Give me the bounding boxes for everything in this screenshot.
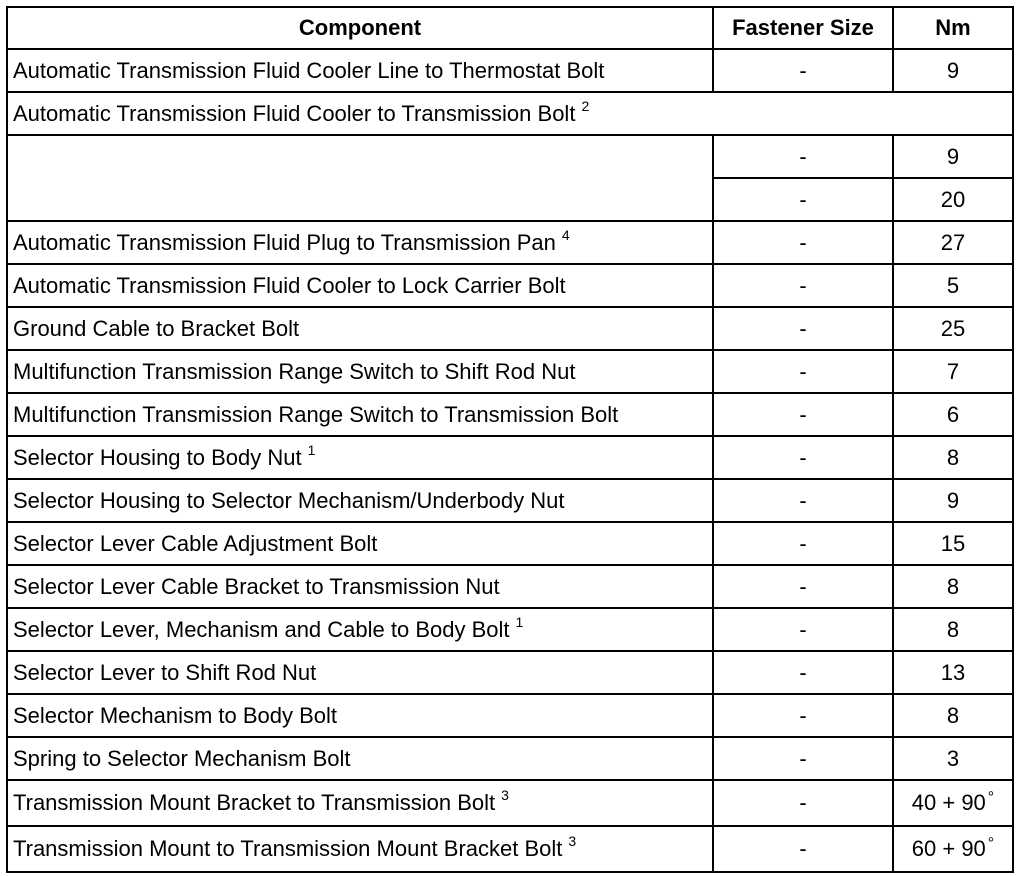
nm-cell: 8	[893, 608, 1013, 651]
fastener-size-cell: -	[713, 178, 893, 221]
torque-spec-table	[6, 6, 1014, 873]
fastener-size-cell: -	[713, 393, 893, 436]
footnote-marker: 3	[501, 787, 509, 803]
component-cell	[7, 565, 713, 608]
table-row	[7, 565, 1013, 608]
component-text: Automatic Transmission Fluid Cooler Line to Thermostat Bolt	[13, 57, 605, 83]
component-cell	[7, 651, 713, 694]
table-row	[7, 479, 1013, 522]
component-text: Transmission Mount Bracket to Transmission Bolt	[13, 790, 496, 815]
component-cell	[7, 307, 713, 350]
nm-cell: 3	[893, 737, 1013, 780]
nm-cell: 9	[893, 135, 1013, 178]
component-cell	[7, 436, 713, 479]
component-text: Selector Housing to Body Nut	[13, 444, 302, 470]
table-row	[7, 264, 1013, 307]
footnote-marker: 1	[307, 441, 316, 458]
header-row	[7, 7, 1013, 49]
component-text: Selector Housing to Selector Mechanism/Underbody Nut	[13, 487, 565, 513]
nm-cell: 9	[893, 479, 1013, 522]
component-text: Spring to Selector Mechanism Bolt	[13, 745, 351, 771]
header-nm: Nm	[893, 7, 1013, 49]
component-text: Selector Mechanism to Body Bolt	[13, 702, 338, 728]
table-row	[7, 221, 1013, 264]
component-cell	[7, 393, 713, 436]
table-row	[7, 826, 1013, 872]
component-cell	[7, 221, 713, 264]
fastener-size-cell: -	[713, 565, 893, 608]
component-cell	[7, 780, 713, 826]
footnote-marker: 3	[568, 833, 577, 849]
component-text: Automatic Transmission Fluid Cooler to Transmission Bolt	[13, 100, 576, 126]
fastener-size-cell: -	[713, 221, 893, 264]
table-row	[7, 436, 1013, 479]
header-component: Component	[7, 7, 713, 49]
fastener-size-cell: -	[713, 522, 893, 565]
nm-cell: 8	[893, 436, 1013, 479]
nm-cell: 6	[893, 393, 1013, 436]
table-row	[7, 307, 1013, 350]
component-text: Transmission Mount to Transmission Mount Bracket Bolt	[13, 836, 563, 861]
component-cell	[7, 694, 713, 737]
nm-cell	[893, 780, 1013, 826]
footnote-marker: 4	[561, 226, 570, 243]
nm-value: 40 + 90	[911, 790, 986, 815]
fastener-size-cell: -	[713, 780, 893, 826]
fastener-size-cell: -	[713, 826, 893, 872]
component-cell	[7, 92, 1013, 135]
fastener-size-cell: -	[713, 436, 893, 479]
component-text: Ground Cable to Bracket Bolt	[13, 315, 300, 341]
fastener-size-cell: -	[713, 608, 893, 651]
component-cell	[7, 522, 713, 565]
component-cell	[7, 135, 713, 221]
table-row	[7, 522, 1013, 565]
fastener-size-cell: -	[713, 264, 893, 307]
fastener-size-cell: -	[713, 135, 893, 178]
degree-symbol: °	[987, 789, 995, 806]
nm-cell: 9	[893, 49, 1013, 92]
footnote-marker: 2	[581, 97, 590, 114]
nm-cell	[893, 826, 1013, 872]
table-row	[7, 92, 1013, 135]
fastener-size-cell: -	[713, 479, 893, 522]
nm-cell: 7	[893, 350, 1013, 393]
nm-cell: 13	[893, 651, 1013, 694]
fastener-size-cell: -	[713, 694, 893, 737]
component-text: Multifunction Transmission Range Switch to Shift Rod Nut	[13, 358, 576, 384]
table-row	[7, 350, 1013, 393]
footnote-marker: 1	[515, 613, 524, 630]
component-cell	[7, 737, 713, 780]
degree-symbol: °	[987, 835, 995, 852]
component-text: Selector Lever Cable Adjustment Bolt	[13, 530, 378, 556]
table-row	[7, 737, 1013, 780]
component-cell	[7, 608, 713, 651]
fastener-size-cell: -	[713, 350, 893, 393]
nm-cell: 15	[893, 522, 1013, 565]
component-cell	[7, 479, 713, 522]
table-row	[7, 49, 1013, 92]
table-row	[7, 651, 1013, 694]
table-row	[7, 608, 1013, 651]
component-cell	[7, 49, 713, 92]
nm-cell: 8	[893, 694, 1013, 737]
nm-cell: 8	[893, 565, 1013, 608]
component-cell	[7, 350, 713, 393]
component-text: Selector Lever to Shift Rod Nut	[13, 659, 317, 685]
nm-cell: 25	[893, 307, 1013, 350]
fastener-size-cell: -	[713, 307, 893, 350]
nm-cell: 5	[893, 264, 1013, 307]
component-cell	[7, 826, 713, 872]
table-row	[7, 694, 1013, 737]
component-cell	[7, 264, 713, 307]
component-text: Automatic Transmission Fluid Plug to Transmission Pan	[13, 229, 556, 255]
nm-cell: 27	[893, 221, 1013, 264]
component-text: Selector Lever, Mechanism and Cable to Body Bolt	[13, 616, 510, 642]
component-text: Selector Lever Cable Bracket to Transmission Nut	[13, 573, 500, 599]
table-row	[7, 780, 1013, 826]
nm-cell: 20	[893, 178, 1013, 221]
fastener-size-cell: -	[713, 651, 893, 694]
fastener-size-cell: -	[713, 49, 893, 92]
component-text: Automatic Transmission Fluid Cooler to Lock Carrier Bolt	[13, 272, 566, 298]
nm-value: 60 + 90	[911, 836, 986, 861]
header-fastener-size: Fastener Size	[713, 7, 893, 49]
component-text: Multifunction Transmission Range Switch to Transmission Bolt	[13, 401, 619, 427]
table-row	[7, 135, 1013, 178]
fastener-size-cell: -	[713, 737, 893, 780]
table-row	[7, 393, 1013, 436]
